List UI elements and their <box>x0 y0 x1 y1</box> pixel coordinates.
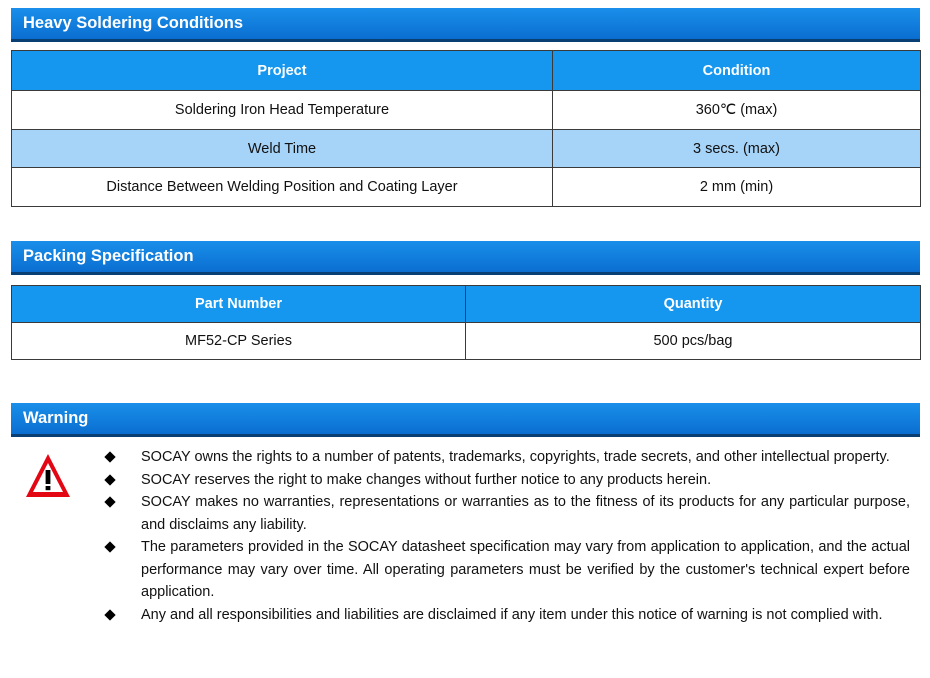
warning-text: Any and all responsibilities and liabilities are disclaimed if any item under this notice of warning is not complied with. <box>141 606 883 623</box>
warning-text: SOCAY makes no warranties, representations or warranties as to the fitness of its products for any particular purpose, and disclaims any liability. <box>141 494 910 533</box>
warning-list <box>104 446 910 626</box>
soldering-table <box>11 50 921 207</box>
table-cell: Weld Time <box>12 130 553 168</box>
list-item <box>104 536 910 604</box>
list-item <box>104 446 910 469</box>
warning-text: SOCAY reserves the right to make changes without further notice to any products herein. <box>141 471 712 488</box>
warning-section-title: Warning <box>11 403 920 437</box>
soldering-section-title: Heavy Soldering Conditions <box>11 8 920 42</box>
column-header-condition: Condition <box>553 51 921 91</box>
table-row <box>12 323 921 360</box>
warning-text: SOCAY owns the rights to a number of patents, trademarks, copyrights, trade secrets, and other intellectual property. <box>141 449 890 465</box>
table-cell: Distance Between Welding Position and Coating Layer <box>12 168 553 207</box>
table-cell: 3 secs. (max) <box>553 130 921 168</box>
diamond-bullet-icon <box>104 541 115 552</box>
column-header-part-number: Part Number <box>12 286 466 323</box>
list-item <box>104 469 910 492</box>
column-header-quantity: Quantity <box>466 286 921 323</box>
column-header-project: Project <box>12 51 553 91</box>
list-item <box>104 491 910 536</box>
table-cell: MF52-CP Series <box>12 323 466 360</box>
packing-section-title: Packing Specification <box>11 241 920 275</box>
warning-triangle-icon <box>24 452 72 500</box>
table-cell: 500 pcs/bag <box>466 323 921 360</box>
packing-table <box>11 285 921 360</box>
table-cell: 360℃ (max) <box>553 91 921 130</box>
diamond-bullet-icon <box>104 474 115 485</box>
diamond-bullet-icon <box>104 451 115 462</box>
diamond-bullet-icon <box>104 496 115 507</box>
table-row <box>12 130 921 168</box>
table-row <box>12 168 921 207</box>
table-cell: 2 mm (min) <box>553 168 921 207</box>
warning-text: The parameters provided in the SOCAY datasheet specification may vary from application to application, and the actual performance may vary over time. All operating parameters must be verified by the customer's technical expert before application. <box>141 539 910 600</box>
diamond-bullet-icon <box>104 609 115 620</box>
table-row <box>12 91 921 130</box>
list-item <box>104 604 910 627</box>
table-cell: Soldering Iron Head Temperature <box>12 91 553 130</box>
